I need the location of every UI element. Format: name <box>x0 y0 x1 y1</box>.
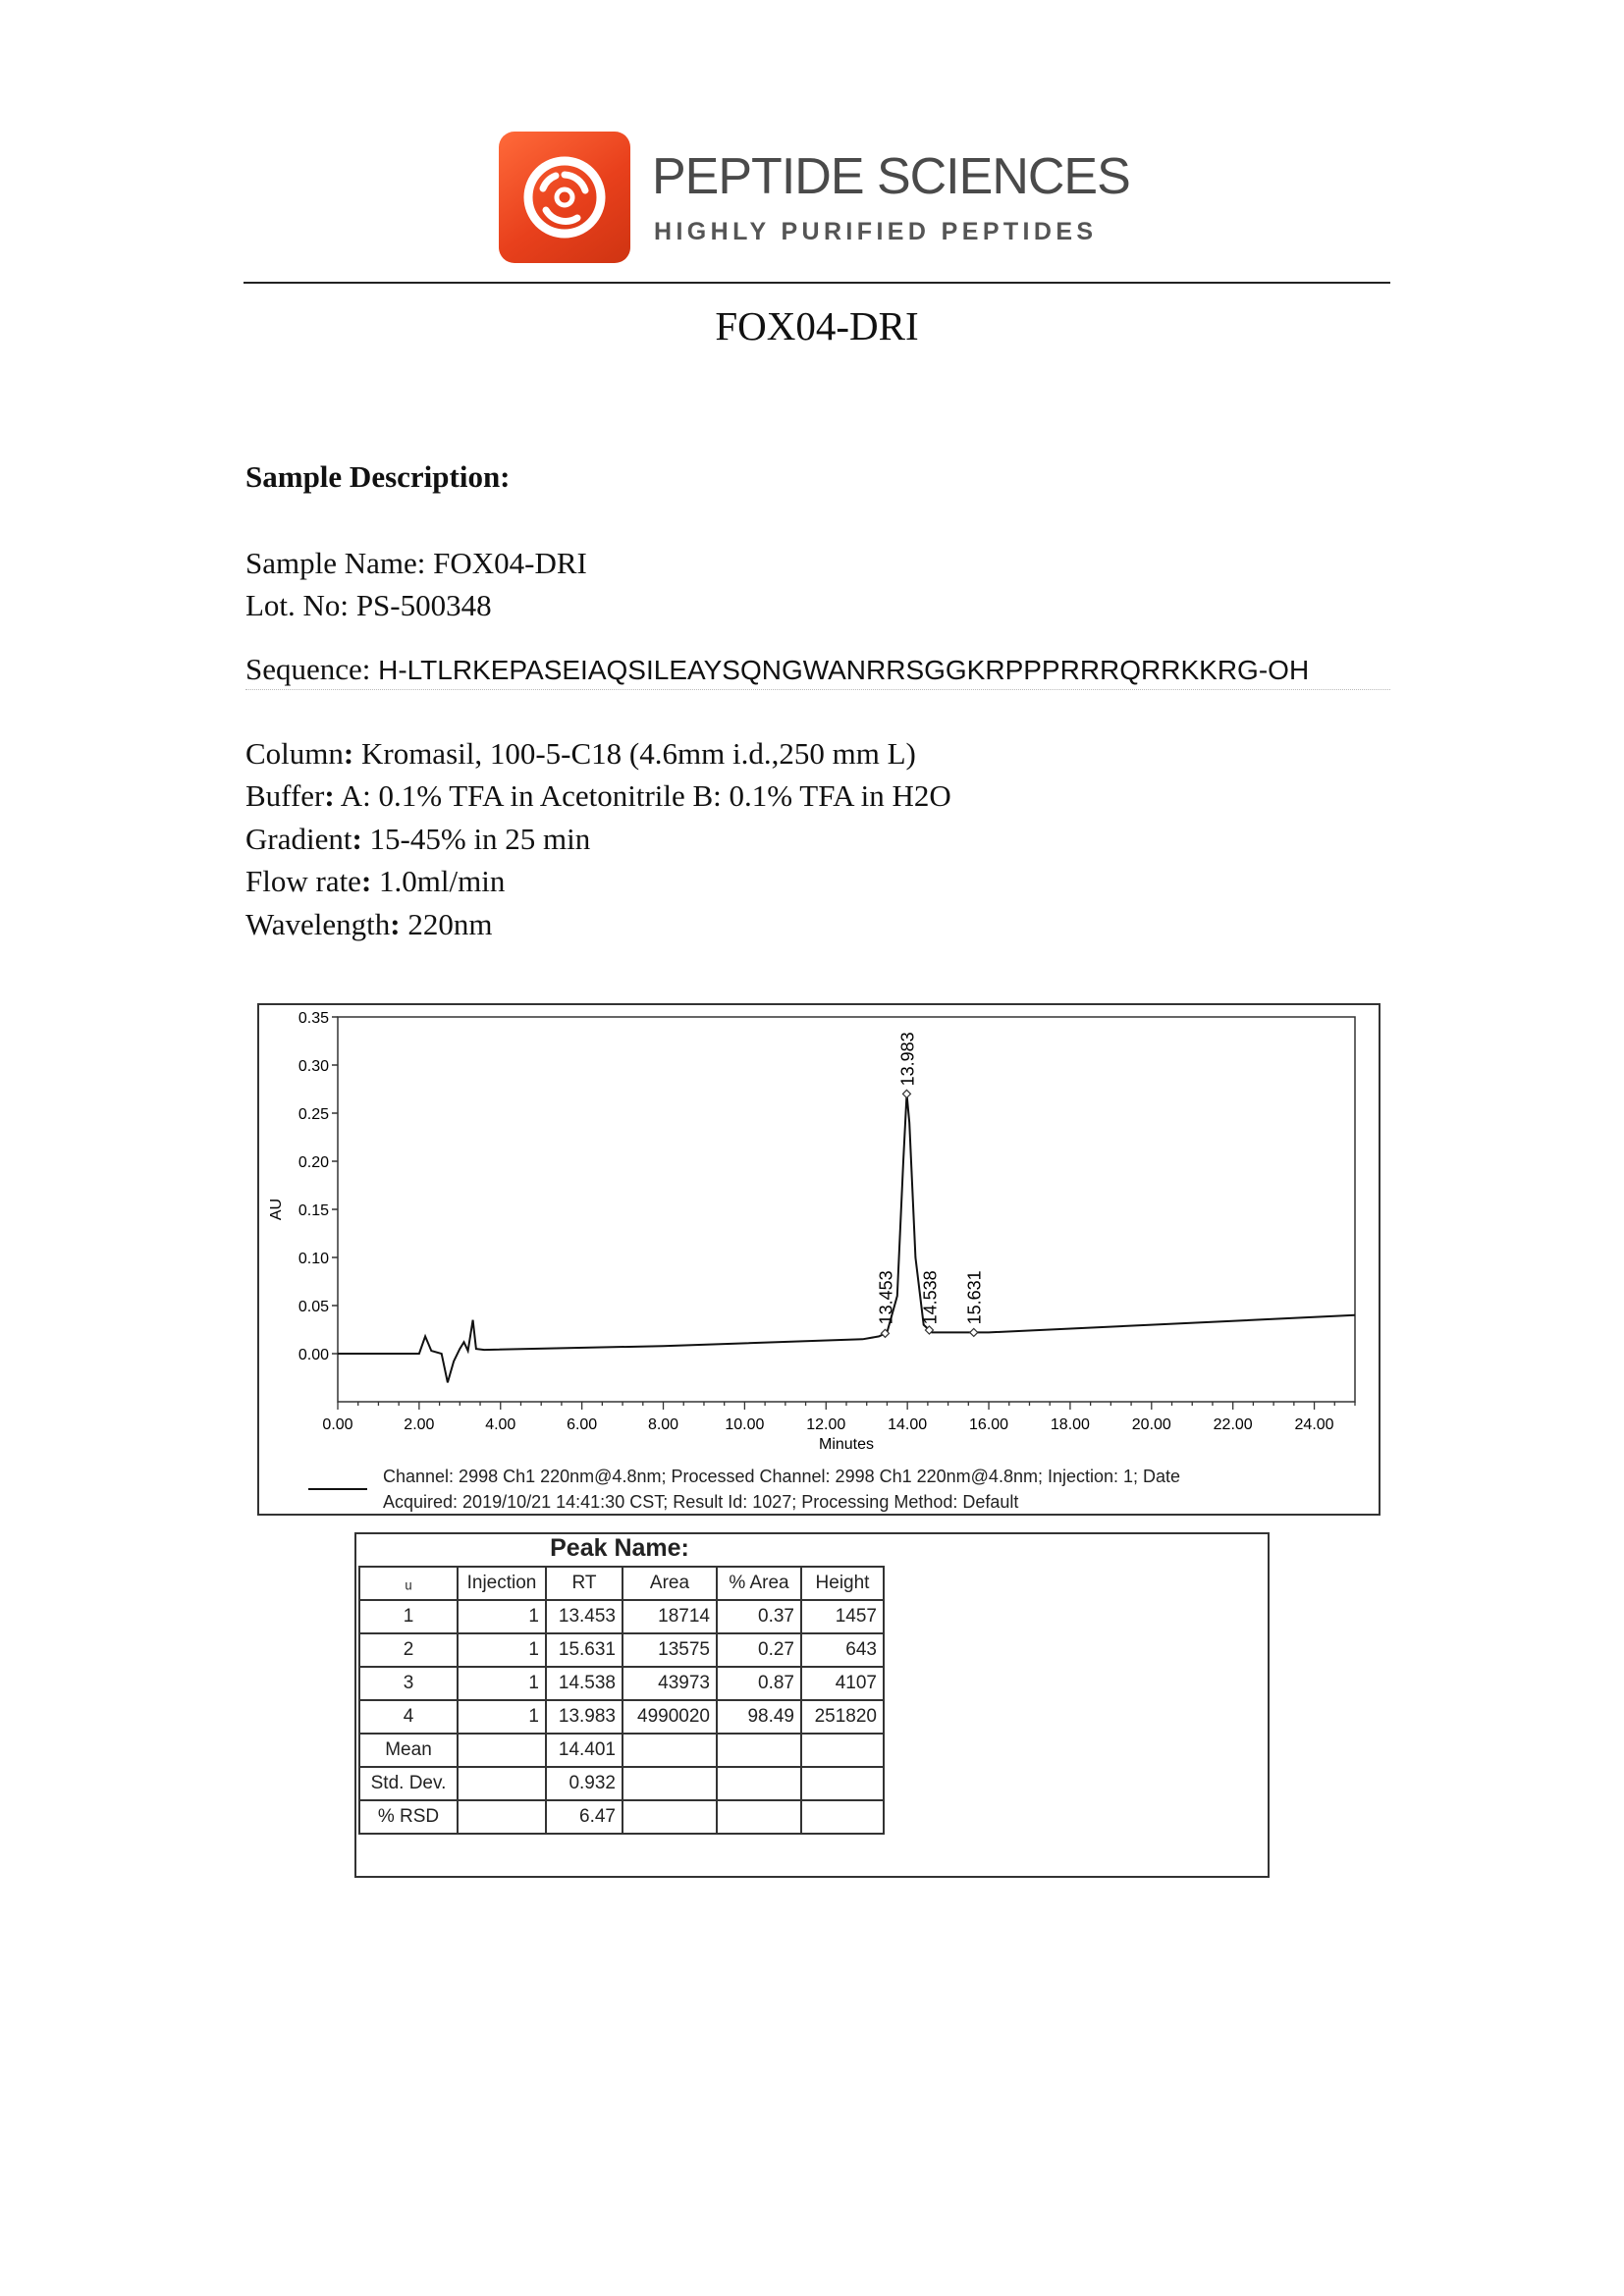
table-cell: 13575 <box>623 1633 717 1667</box>
y-tick-label: 0.30 <box>298 1058 329 1075</box>
table-cell: 13.453 <box>546 1600 623 1633</box>
x-tick-label: 8.00 <box>647 1416 679 1433</box>
table-cell <box>623 1734 717 1767</box>
sample-name-line <box>245 546 587 581</box>
table-cell: 4107 <box>801 1667 884 1700</box>
sample-description-heading: Sample Description: <box>245 459 511 494</box>
table-cell: 15.631 <box>546 1633 623 1667</box>
table-cell: 643 <box>801 1633 884 1667</box>
x-tick-label: 16.00 <box>969 1416 1009 1433</box>
document-title: FOX04-DRI <box>715 303 919 348</box>
swirl-icon <box>499 132 630 263</box>
legend-line-1: Channel: 2998 Ch1 220nm@4.8nm; Processed Channel: 2998 Ch1 220nm@4.8nm; Injection: 1; Date <box>383 1467 1181 1486</box>
x-tick-label: 14.00 <box>888 1416 928 1433</box>
table-cell: 0.87 <box>717 1667 801 1700</box>
x-tick-label: 2.00 <box>404 1416 435 1433</box>
col-header-index: ᵤ <box>359 1567 458 1600</box>
table-cell: % RSD <box>359 1800 458 1834</box>
table-cell: 14.538 <box>546 1667 623 1700</box>
sample-name-value: FOX04-DRI <box>433 546 587 580</box>
peak-marker <box>970 1328 978 1336</box>
table-cell <box>717 1734 801 1767</box>
lot-number-line <box>245 588 492 623</box>
table-cell <box>801 1767 884 1800</box>
peak-label: 13.453 <box>876 1270 896 1325</box>
table-row <box>359 1667 884 1700</box>
table-cell: 13.983 <box>546 1700 623 1734</box>
table-row <box>359 1600 884 1633</box>
table-cell: 1457 <box>801 1600 884 1633</box>
x-tick-label: 22.00 <box>1213 1416 1253 1433</box>
y-tick-label: 0.20 <box>298 1154 329 1171</box>
wavelength-value: 220nm <box>407 907 493 941</box>
brand-tagline: HIGHLY PURIFIED PEPTIDES <box>654 218 1098 245</box>
table-cell <box>717 1767 801 1800</box>
gradient-label: Gradient <box>245 822 352 856</box>
table-cell: 4990020 <box>623 1700 717 1734</box>
header-divider <box>244 282 1390 284</box>
y-tick-label: 0.00 <box>298 1347 329 1363</box>
peak-marker <box>902 1090 910 1097</box>
table-cell: 1 <box>458 1633 546 1667</box>
peak-label: 13.983 <box>897 1032 918 1087</box>
peak-table <box>358 1566 885 1835</box>
table-cell <box>458 1767 546 1800</box>
column-value: Kromasil, 100-5-C18 (4.6mm i.d.,250 mm L) <box>360 736 916 771</box>
flow-rate-line: Flow rate: 1.0ml/min <box>245 864 506 898</box>
table-cell <box>717 1800 801 1834</box>
sample-name-label: Sample Name: <box>245 546 426 580</box>
x-tick-label: 6.00 <box>567 1416 598 1433</box>
table-row <box>359 1800 884 1834</box>
plot-area <box>338 1017 1355 1402</box>
buffer-line: Buffer: A: 0.1% TFA in Acetonitrile B: 0.1% TFA in H2O <box>245 778 951 813</box>
lot-number-label: Lot. No: <box>245 588 350 622</box>
table-cell: 6.47 <box>546 1800 623 1834</box>
table-cell <box>623 1800 717 1834</box>
sequence-line <box>245 652 1309 687</box>
y-axis-label: AU <box>268 1198 285 1221</box>
table-row <box>359 1700 884 1734</box>
y-tick-label: 0.10 <box>298 1251 329 1267</box>
y-tick-label: 0.35 <box>298 1010 329 1027</box>
peptide-sciences-logo-mark <box>499 132 630 263</box>
column-line: Column: Kromasil, 100-5-C18 (4.6mm i.d.,250 mm L) <box>245 736 916 771</box>
table-cell: 3 <box>359 1667 458 1700</box>
col-header-height: Height <box>801 1567 884 1600</box>
lot-number-value: PS-500348 <box>355 588 492 622</box>
flow-rate-label: Flow rate <box>245 864 361 898</box>
peak-table-title: Peak Name: <box>550 1534 689 1562</box>
col-header-injection: Injection <box>458 1567 546 1600</box>
table-cell: 98.49 <box>717 1700 801 1734</box>
table-cell: 4 <box>359 1700 458 1734</box>
table-cell <box>801 1800 884 1834</box>
column-label: Column <box>245 736 344 771</box>
table-cell: 0.37 <box>717 1600 801 1633</box>
y-tick-label: 0.25 <box>298 1106 329 1123</box>
table-cell <box>458 1734 546 1767</box>
table-cell: 14.401 <box>546 1734 623 1767</box>
sequence-value: H-LTLRKEPASEIAQSILEAYSQNGWANRRSGGKRPPPRRRQRRKKRG-OH <box>378 655 1310 685</box>
table-cell: 18714 <box>623 1600 717 1633</box>
buffer-value: A: 0.1% TFA in Acetonitrile B: 0.1% TFA in H2O <box>340 778 951 813</box>
table-cell: 2 <box>359 1633 458 1667</box>
col-header-pct-area: % Area <box>717 1567 801 1600</box>
flow-rate-value: 1.0ml/min <box>379 864 506 898</box>
table-cell: 1 <box>458 1667 546 1700</box>
table-cell: Mean <box>359 1734 458 1767</box>
table-cell <box>801 1734 884 1767</box>
x-tick-label: 10.00 <box>725 1416 765 1433</box>
table-cell <box>623 1767 717 1800</box>
y-tick-label: 0.15 <box>298 1202 329 1219</box>
table-cell <box>458 1800 546 1834</box>
peak-label: 14.538 <box>920 1270 941 1325</box>
table-cell: 251820 <box>801 1700 884 1734</box>
legend-line-2: Acquired: 2019/10/21 14:41:30 CST; Result Id: 1027; Processing Method: Default <box>383 1492 1019 1512</box>
table-cell: 1 <box>458 1700 546 1734</box>
table-row <box>359 1767 884 1800</box>
x-tick-label: 12.00 <box>806 1416 846 1433</box>
x-tick-label: 18.00 <box>1050 1416 1090 1433</box>
peak-label: 15.631 <box>964 1270 985 1325</box>
x-tick-label: 24.00 <box>1294 1416 1334 1433</box>
chromatogram-trace <box>338 1094 1355 1382</box>
table-cell: 1 <box>359 1600 458 1633</box>
chromatogram-chart <box>257 1003 1380 1516</box>
table-row <box>359 1734 884 1767</box>
sequence-label: Sequence: <box>245 652 371 686</box>
x-tick-label: 4.00 <box>485 1416 516 1433</box>
sequence-underline <box>245 689 1390 690</box>
table-cell: 43973 <box>623 1667 717 1700</box>
gradient-line: Gradient: 15-45% in 25 min <box>245 822 591 856</box>
table-cell: Std. Dev. <box>359 1767 458 1800</box>
table-cell: 0.932 <box>546 1767 623 1800</box>
brand-name: PEPTIDE SCIENCES <box>652 148 1130 205</box>
gradient-value: 15-45% in 25 min <box>369 822 591 856</box>
col-header-rt: RT <box>546 1567 623 1600</box>
col-header-area: Area <box>623 1567 717 1600</box>
table-row <box>359 1633 884 1667</box>
buffer-label: Buffer <box>245 778 325 813</box>
peak-table-header-row <box>359 1567 884 1600</box>
y-tick-label: 0.05 <box>298 1299 329 1315</box>
wavelength-label: Wavelength <box>245 907 391 941</box>
x-tick-label: 20.00 <box>1131 1416 1171 1433</box>
table-cell: 1 <box>458 1600 546 1633</box>
table-cell: 0.27 <box>717 1633 801 1667</box>
x-tick-label: 0.00 <box>322 1416 353 1433</box>
wavelength-line: Wavelength: 220nm <box>245 907 493 941</box>
x-axis-label: Minutes <box>818 1436 875 1453</box>
